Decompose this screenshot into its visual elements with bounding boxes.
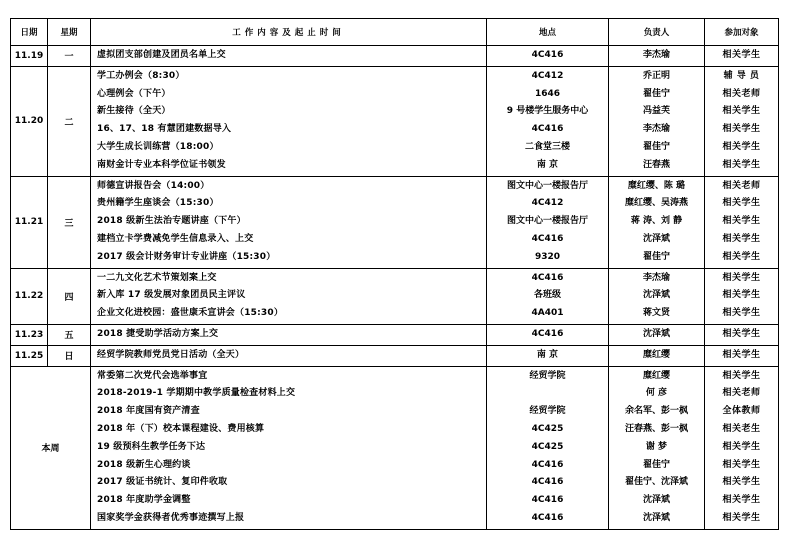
table-row xyxy=(11,176,779,268)
table-row xyxy=(11,46,779,67)
owner-line: 汪春燕 xyxy=(642,159,670,170)
task-line: 学工办例会（8:30） xyxy=(97,70,185,81)
owner-cell xyxy=(609,176,705,268)
attendee-line: 相关老师 xyxy=(722,180,761,191)
owner-line: 翟佳宁 xyxy=(642,141,670,152)
owner-line: 李杰瑜 xyxy=(642,50,670,60)
header-attendees: 参加对象 xyxy=(705,19,779,46)
task-line: 2018 年度国有资产清查 xyxy=(97,406,200,417)
date-cell: 11.22 xyxy=(11,268,48,324)
owner-cell xyxy=(609,268,705,324)
owner-cell xyxy=(609,66,705,176)
location-cell xyxy=(487,268,609,324)
owner-line: 蒋 涛、刘 静 xyxy=(630,216,683,227)
header-task: 工作内容及起止时间 xyxy=(91,19,487,46)
owner-line: 沈泽斌 xyxy=(642,290,670,301)
attendees-cell xyxy=(705,46,779,67)
attendee-line: 相关学生 xyxy=(722,308,761,319)
owner-line: 何 彦 xyxy=(645,388,668,399)
task-cell xyxy=(91,66,487,176)
attendee-line: 辅 导 员 xyxy=(723,70,760,81)
task-line: 2018 年（下）校本课程建设、费用核算 xyxy=(97,423,265,434)
location-line: 经贸学院 xyxy=(529,370,566,381)
location-cell xyxy=(487,324,609,345)
task-line: 2017 级会计财务审计专业讲座（15:30） xyxy=(97,251,276,262)
owner-line: 沈泽斌 xyxy=(642,233,670,244)
table-row xyxy=(11,366,779,529)
attendees-cell xyxy=(705,345,779,366)
location-line: 4C416 xyxy=(531,124,564,135)
owner-line: 李杰瑜 xyxy=(642,272,670,283)
location-line: 4C425 xyxy=(531,441,564,452)
attendee-line: 相关学生 xyxy=(722,441,761,452)
task-line: 常委第二次党代会选举事宜 xyxy=(97,370,208,381)
owner-line: 糜红缨 xyxy=(642,370,670,381)
attendees-cell xyxy=(705,324,779,345)
task-cell xyxy=(91,366,487,529)
owner-line: 乔正明 xyxy=(642,70,670,81)
owner-cell xyxy=(609,46,705,67)
attendee-line: 相关学生 xyxy=(722,370,761,381)
attendee-line: 相关学生 xyxy=(722,512,761,523)
attendee-line: 相关老师 xyxy=(722,388,761,399)
task-line: 2018 年度助学金调整 xyxy=(97,495,191,506)
table-row xyxy=(11,268,779,324)
owner-line: 翟佳宁、沈泽斌 xyxy=(624,477,688,488)
owner-line: 翟佳宁 xyxy=(642,459,670,470)
date-cell: 11.25 xyxy=(11,345,48,366)
task-line: 贵州籍学生座谈会（15:30） xyxy=(97,198,219,209)
location-line: 4C412 xyxy=(531,70,564,81)
day-cell: 一 xyxy=(48,46,91,67)
location-line: 二食堂三楼 xyxy=(524,141,570,152)
attendee-line: 相关学生 xyxy=(722,198,761,209)
attendees-cell xyxy=(705,268,779,324)
header-day: 星期 xyxy=(48,19,91,46)
task-line: 虚拟团支部创建及团员名单上交 xyxy=(97,50,226,60)
day-cell: 三 xyxy=(48,176,91,268)
location-line: 4C416 xyxy=(531,459,564,470)
table-row xyxy=(11,345,779,366)
owner-line: 冯益芙 xyxy=(642,106,670,117)
schedule-table xyxy=(10,18,779,530)
owner-cell xyxy=(609,345,705,366)
task-line: 心理例会（下午） xyxy=(97,88,171,99)
location-cell xyxy=(487,366,609,529)
attendee-line: 相关学生 xyxy=(722,251,761,262)
header-date: 日期 xyxy=(11,19,48,46)
day-cell: 五 xyxy=(48,324,91,345)
owner-line: 李杰瑜 xyxy=(642,124,670,135)
attendee-line: 相关学生 xyxy=(722,124,761,135)
table-row xyxy=(11,66,779,176)
location-line: 4C412 xyxy=(531,198,564,209)
date-cell: 11.19 xyxy=(11,46,48,67)
owner-cell xyxy=(609,366,705,529)
task-line: 建档立卡学费减免学生信息录入、上交 xyxy=(97,233,254,244)
date-cell: 11.23 xyxy=(11,324,48,345)
task-cell xyxy=(91,345,487,366)
attendee-line: 相关学生 xyxy=(722,106,761,117)
owner-line: 糜红缨、陈 璐 xyxy=(627,180,686,191)
location-line: 4C416 xyxy=(531,477,564,488)
task-line: 企业文化进校园：盛世康禾宣讲会（15:30） xyxy=(97,308,284,319)
task-line: 2018 捷受助学活动方案上交 xyxy=(97,328,219,339)
location-line: 4C416 xyxy=(531,512,564,523)
location-line: 4C416 xyxy=(531,50,564,60)
task-line: 2017 级证书统计、复印件收取 xyxy=(97,477,228,488)
attendee-line: 相关学生 xyxy=(722,349,761,360)
attendee-line: 相关学生 xyxy=(722,233,761,244)
location-cell xyxy=(487,345,609,366)
owner-cell xyxy=(609,324,705,345)
location-line: 经贸学院 xyxy=(529,406,566,417)
attendee-line: 相关学生 xyxy=(722,141,761,152)
header-owner: 负责人 xyxy=(609,19,705,46)
date-cell: 11.20 xyxy=(11,66,48,176)
day-cell: 日 xyxy=(48,345,91,366)
task-line: 新入库 17 级发展对象团员民主评议 xyxy=(97,290,246,301)
task-cell xyxy=(91,176,487,268)
task-line: 一二九文化艺术节策划案上交 xyxy=(97,272,217,283)
attendee-line: 相关学生 xyxy=(722,159,761,170)
task-line: 大学生成长训练营（18:00） xyxy=(97,141,219,152)
attendee-line: 相关老生 xyxy=(722,423,761,434)
location-line: 4C416 xyxy=(531,328,564,339)
attendee-line: 相关学生 xyxy=(722,459,761,470)
task-line: 19 级预科生教学任务下达 xyxy=(97,441,206,452)
weekly-schedule-sheet xyxy=(10,18,778,526)
day-cell: 四 xyxy=(48,268,91,324)
location-line: 1646 xyxy=(534,88,561,99)
location-cell xyxy=(487,46,609,67)
task-cell xyxy=(91,268,487,324)
owner-line: 沈泽斌 xyxy=(642,495,670,506)
owner-line: 糜红缨 xyxy=(642,349,670,360)
location-line: 图文中心一楼报告厅 xyxy=(506,216,588,227)
task-line: 师德宣讲报告会（14:00） xyxy=(97,180,210,191)
attendee-line: 相关学生 xyxy=(722,216,761,227)
location-cell xyxy=(487,66,609,176)
attendee-line: 全体教师 xyxy=(722,406,761,417)
day-cell: 二 xyxy=(48,66,91,176)
location-line: 4C416 xyxy=(531,495,564,506)
task-line: 2018 级新生法治专题讲座（下午） xyxy=(97,216,246,227)
task-line: 2018 级新生心理约谈 xyxy=(97,459,191,470)
task-line: 经贸学院教师党员党日活动（全天） xyxy=(97,349,245,360)
attendee-line: 相关学生 xyxy=(722,272,761,283)
location-line: 4A401 xyxy=(531,308,564,319)
attendees-cell xyxy=(705,66,779,176)
location-line: 图文中心一楼报告厅 xyxy=(506,180,588,191)
location-line: 4C425 xyxy=(531,423,564,434)
owner-line: 糜红缨、吴涛燕 xyxy=(624,198,688,209)
owner-line: 沈泽斌 xyxy=(642,512,670,523)
location-cell xyxy=(487,176,609,268)
week-cell: 本周 xyxy=(11,366,91,529)
location-line: 南 京 xyxy=(536,159,559,170)
owner-line: 汪春燕、彭一枫 xyxy=(624,423,688,434)
task-line: 南财金计专业本科学位证书领发 xyxy=(97,159,226,170)
attendee-line: 相关学生 xyxy=(722,50,761,60)
task-line: 国家奖学金获得者优秀事迹撰写上报 xyxy=(97,512,245,523)
owner-line: 蒋文贤 xyxy=(642,308,670,319)
attendee-line: 相关学生 xyxy=(722,495,761,506)
attendees-cell xyxy=(705,176,779,268)
location-line: 4C416 xyxy=(531,272,564,283)
owner-line: 翟佳宁 xyxy=(642,251,670,262)
date-cell: 11.21 xyxy=(11,176,48,268)
location-line: 9 号楼学生服务中心 xyxy=(506,106,589,117)
task-cell xyxy=(91,46,487,67)
table-row xyxy=(11,324,779,345)
task-cell xyxy=(91,324,487,345)
owner-line: 余名军、彭一枫 xyxy=(624,406,688,417)
attendee-line: 相关学生 xyxy=(722,477,761,488)
header-row xyxy=(11,19,779,46)
attendee-line: 相关学生 xyxy=(722,328,761,339)
owner-line: 谢 梦 xyxy=(645,441,668,452)
attendee-line: 相关老师 xyxy=(722,88,761,99)
location-line xyxy=(487,385,608,403)
location-line: 南 京 xyxy=(536,349,559,360)
task-line: 16、17、18 有慧团建数据导入 xyxy=(97,124,232,135)
location-line: 各班级 xyxy=(533,290,561,301)
owner-line: 翟佳宁 xyxy=(642,88,670,99)
attendees-cell xyxy=(705,366,779,529)
task-line: 2018-2019-1 学期期中教学质量检查材料上交 xyxy=(97,388,296,399)
task-line: 新生接待（全天） xyxy=(97,106,171,117)
owner-line: 沈泽斌 xyxy=(642,328,670,339)
location-line: 9320 xyxy=(534,251,561,262)
attendee-line: 相关学生 xyxy=(722,290,761,301)
header-location: 地点 xyxy=(487,19,609,46)
location-line: 4C416 xyxy=(531,233,564,244)
